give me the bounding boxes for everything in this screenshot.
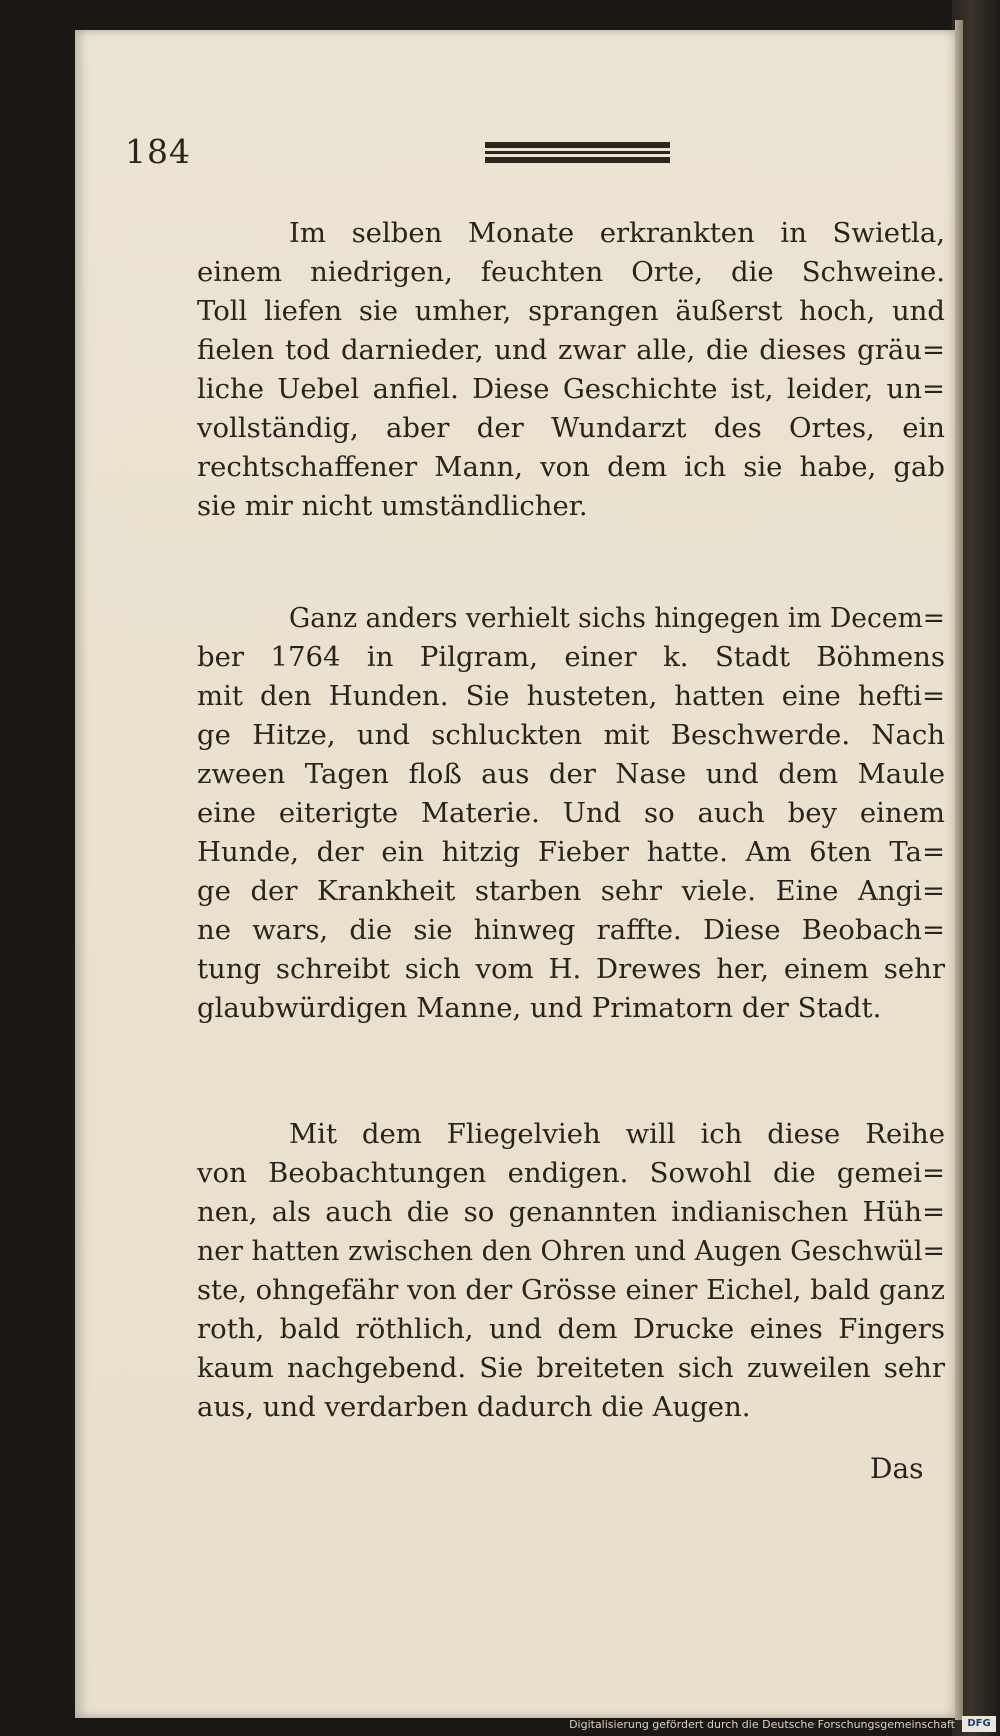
- text-line: glaubwürdigen Manne, und Primatorn der Stadt.: [197, 992, 882, 1024]
- header-ornament-rule: [485, 142, 670, 164]
- text-line: ber 1764 in Pilgram, einer k. Stadt Böhmens: [197, 641, 945, 673]
- text-line: fielen tod darnieder, und zwar alle, die dieses gräu=: [197, 334, 945, 366]
- text-line: ge Hitze, und schluckten mit Beschwerde. Nach: [197, 719, 945, 751]
- text-line: nen, als auch die so genannten indianischen Hüh=: [197, 1196, 945, 1228]
- catchword: Das: [870, 1452, 924, 1485]
- text-line: einem niedrigen, feuchten Orte, die Schweine.: [197, 256, 945, 288]
- text-line: liche Uebel anfiel. Diese Geschichte ist, leider, un=: [197, 373, 945, 405]
- text-line: sie mir nicht umständlicher.: [197, 490, 588, 522]
- paragraph-3: [197, 1115, 945, 1427]
- text-line: kaum nachgebend. Sie breiteten sich zuweilen sehr: [197, 1352, 945, 1384]
- text-line: roth, bald röthlich, und dem Drucke eines Fingers: [197, 1313, 945, 1345]
- text-line: tung schreibt sich vom H. Drewes her, einem sehr: [197, 953, 945, 985]
- paragraph-2: [197, 599, 945, 1028]
- text-line: zween Tagen floß aus der Nase und dem Maule: [197, 758, 945, 790]
- text-line: Hunde, der ein hitzig Fieber hatte. Am 6ten Ta=: [197, 836, 945, 868]
- text-line: ne wars, die sie hinweg raffte. Diese Beobach=: [197, 914, 945, 946]
- text-line: ste, ohngefähr von der Grösse einer Eichel, bald ganz: [197, 1274, 945, 1306]
- text-line: vollständig, aber der Wundarzt des Ortes, ein: [197, 412, 945, 444]
- text-line: eine eiterigte Materie. Und so auch bey einem: [197, 797, 945, 829]
- page-edge: [955, 20, 963, 1720]
- text-line: Im selben Monate erkrankten in Swietla,: [289, 217, 945, 249]
- text-line: rechtschaffener Mann, von dem ich sie habe, gab: [197, 451, 945, 483]
- text-line: Ganz anders verhielt sichs hingegen im Decem=: [289, 602, 945, 634]
- text-line: Toll liefen sie umher, sprangen äußerst hoch, und: [197, 295, 945, 327]
- text-line: aus, und verdarben dadurch die Augen.: [197, 1391, 751, 1423]
- page-header: [125, 132, 685, 182]
- page-number: 184: [125, 132, 191, 171]
- text-line: ge der Krankheit starben sehr viele. Eine Angi=: [197, 875, 945, 907]
- text-line: mit den Hunden. Sie husteten, hatten eine hefti=: [197, 680, 945, 712]
- text-line: ner hatten zwischen den Ohren und Augen Geschwül=: [197, 1235, 945, 1267]
- digitization-credit: Digitalisierung gefördert durch die Deutsche Forschungsgemeinschaft: [569, 1718, 955, 1731]
- text-line: Mit dem Fliegelvieh will ich diese Reihe: [289, 1118, 945, 1150]
- text-line: von Beobachtungen endigen. Sowohl die gemei=: [197, 1157, 945, 1189]
- dfg-logo-icon: DFG: [962, 1716, 996, 1732]
- paragraph-1: [197, 214, 945, 526]
